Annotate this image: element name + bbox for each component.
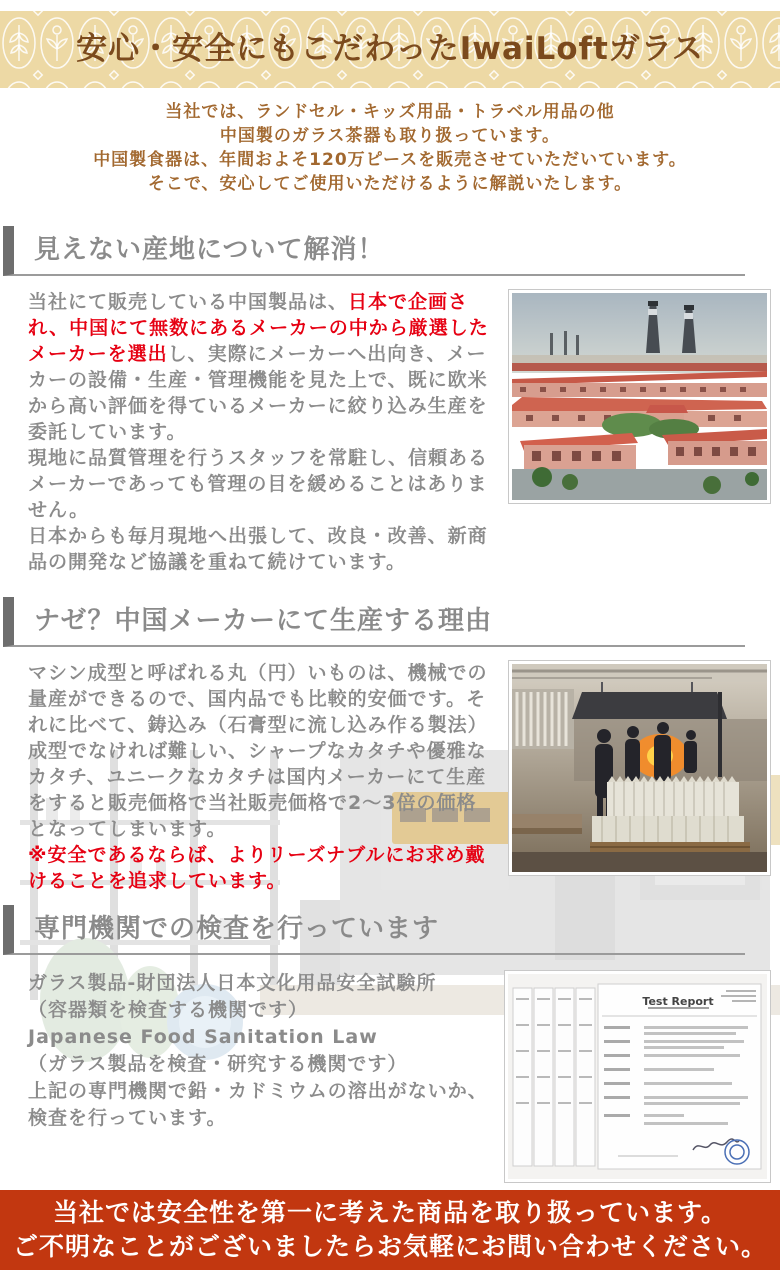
footer-banner xyxy=(0,1190,780,1270)
body-text: Japanese Food Sanitation Law xyxy=(28,1026,378,1048)
text-line: ご不明なことがございましたらお気軽にお問い合わせください。 xyxy=(12,1232,767,1261)
emphasis-text: 日本で企画され、中国にて無数にあるメーカーの中から厳選したメーカーを選出 xyxy=(28,291,489,365)
section-why-china xyxy=(0,597,780,894)
section-paragraph-inspection xyxy=(28,970,496,1132)
section-heading-why-china: ナゼ？中国メーカーにて生産する理由 xyxy=(3,597,745,647)
text-line: 当社では、ランドセル・キッズ用品・トラベル用品の他 xyxy=(165,102,615,122)
body-text: し、実際にメーカーへ出向き、メーカーの設備・生産・管理機能を見た上で、既に欧米から高い評価を得ているメーカーに絞り込み生産を委託しています。 xyxy=(28,343,488,443)
intro-text xyxy=(0,100,780,196)
body-text: 当社にて販売している中国製品は、 xyxy=(28,291,349,313)
section-heading-origin: 見えない産地について解消！ xyxy=(3,226,745,276)
section-paragraph-origin xyxy=(28,289,496,575)
section-inspection xyxy=(0,905,780,1183)
body-text: ガラス製品-財団法人日本文化用品安全試験所 xyxy=(28,972,437,994)
section-paragraph-why-china xyxy=(28,660,496,894)
text-line: 中国製食器は、年間およそ120万ピースを販売させていただいています。 xyxy=(93,150,687,170)
text-line: 当社では安全性を第一に考えた商品を取り扱っています。 xyxy=(52,1198,727,1227)
factory-exterior-photo xyxy=(508,289,771,504)
title-banner xyxy=(0,11,780,88)
body-text: 上記の専門機関で鉛・カドミウムの溶出がないか、検査を行っています。 xyxy=(28,1080,488,1129)
body-text: マシン成型と呼ばれる丸（円）いものは、機械での量産ができるので、国内品でも比較的安価です。それに比べて、鋳込み（石膏型に流し込み作る製法）成型でなければ難しい、シャープなカタチや優雅なカタチ、ユニークなカタチは国内メーカーにて生産をすると販売価格で当社販売価格で2〜3倍の価格となってしまいます。 xyxy=(28,662,488,840)
page-top-strip xyxy=(0,0,780,11)
body-text: 現地に品質管理を行うスタッフを常駐し、信頼あるメーカーであっても管理の目を緩めることはありません。 xyxy=(28,447,489,521)
section-origin xyxy=(0,226,780,575)
section-heading-inspection: 専門機関での検査を行っています xyxy=(3,905,745,955)
body-text: （ガラス製品を検査・研究する機関です） xyxy=(28,1053,408,1075)
text-line: そこで、安心してご使用いただけるように解説いたします。 xyxy=(147,174,633,194)
test-report-title: Test Report xyxy=(642,995,714,1008)
glass-workshop-photo xyxy=(508,660,771,876)
text-line: 中国製のガラス茶器も取り扱っています。 xyxy=(219,126,561,146)
body-text: （容器類を検査する機関です） xyxy=(28,999,309,1021)
body-text: 日本からも毎月現地へ出張して、改良・改善、新商品の開発など協議を重ねて続けています。 xyxy=(28,525,488,573)
emphasis-text: ※安全であるならば、よりリーズナブルにお求め戴けることを追求しています。 xyxy=(28,844,486,892)
page-title: 安心・安全にもこだわったIwaiLoftガラス xyxy=(76,31,704,67)
test-report-photo xyxy=(504,970,771,1183)
